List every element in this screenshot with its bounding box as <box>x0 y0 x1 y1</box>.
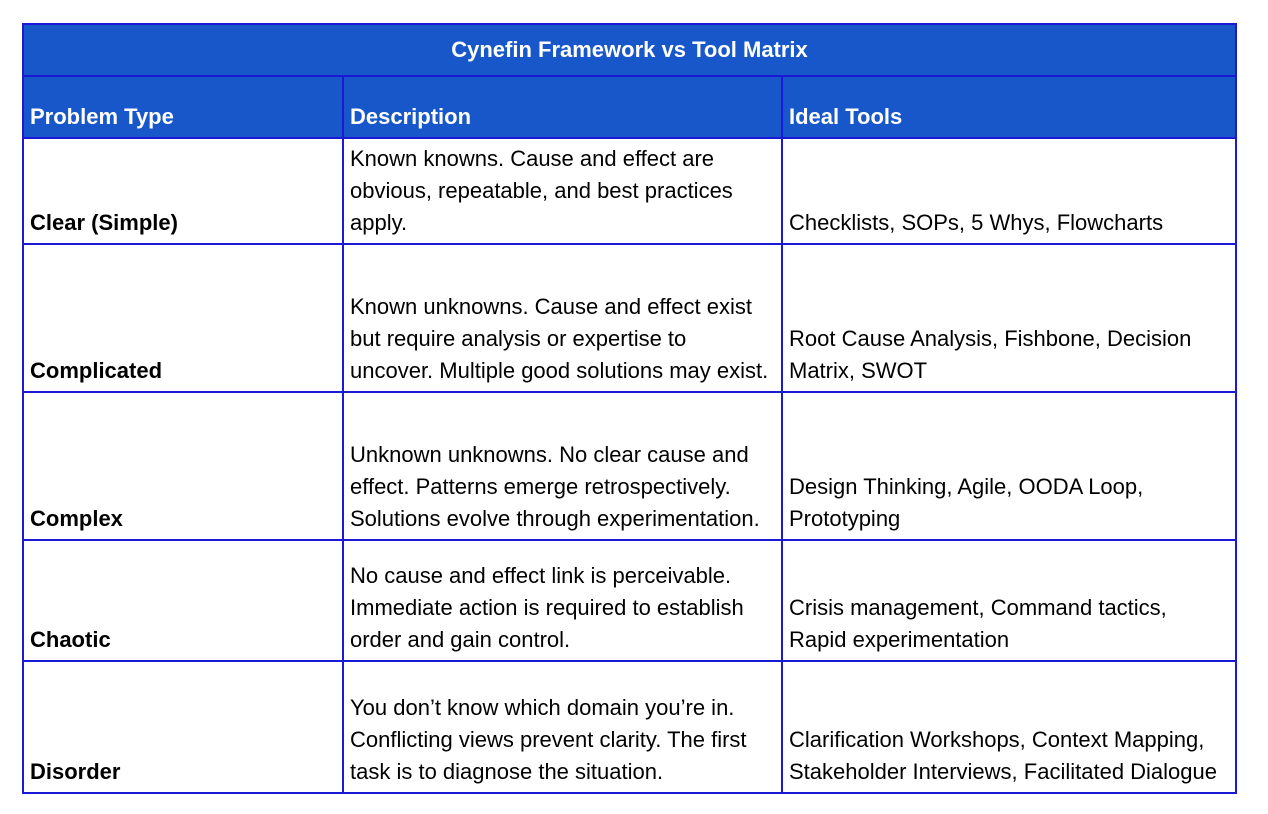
table-title: Cynefin Framework vs Tool Matrix <box>23 24 1236 76</box>
table-row <box>23 392 1236 540</box>
problem-type-cell: Clear (Simple) <box>23 138 343 244</box>
ideal-tools-cell: Checklists, SOPs, 5 Whys, Flowcharts <box>782 138 1236 244</box>
column-header-description: Description <box>343 76 782 138</box>
description-cell: You don’t know which domain you’re in. Conflicting views prevent clarity. The first task is to diagnose the situation. <box>343 661 782 793</box>
problem-type-cell: Chaotic <box>23 540 343 661</box>
description-cell: Known unknowns. Cause and effect exist but require analysis or expertise to uncover. Multiple good solutions may exist. <box>343 244 782 392</box>
table-row <box>23 661 1236 793</box>
description-cell: Unknown unknowns. No clear cause and effect. Patterns emerge retrospectively. Solutions evolve through experimentation. <box>343 392 782 540</box>
header-row <box>23 76 1236 138</box>
problem-type-cell: Complex <box>23 392 343 540</box>
cynefin-tool-matrix <box>22 23 1237 794</box>
table-row <box>23 540 1236 661</box>
table-row <box>23 244 1236 392</box>
description-cell: No cause and effect link is perceivable. Immediate action is required to establish order and gain control. <box>343 540 782 661</box>
problem-type-cell: Complicated <box>23 244 343 392</box>
ideal-tools-cell: Root Cause Analysis, Fishbone, Decision Matrix, SWOT <box>782 244 1236 392</box>
description-cell: Known knowns. Cause and effect are obvious, repeatable, and best practices apply. <box>343 138 782 244</box>
ideal-tools-cell: Design Thinking, Agile, OODA Loop, Prototyping <box>782 392 1236 540</box>
column-header-problem-type: Problem Type <box>23 76 343 138</box>
title-row <box>23 24 1236 76</box>
ideal-tools-cell: Clarification Workshops, Context Mapping, Stakeholder Interviews, Facilitated Dialogue <box>782 661 1236 793</box>
column-header-ideal-tools: Ideal Tools <box>782 76 1236 138</box>
problem-type-cell: Disorder <box>23 661 343 793</box>
table-row <box>23 138 1236 244</box>
ideal-tools-cell: Crisis management, Command tactics, Rapid experimentation <box>782 540 1236 661</box>
